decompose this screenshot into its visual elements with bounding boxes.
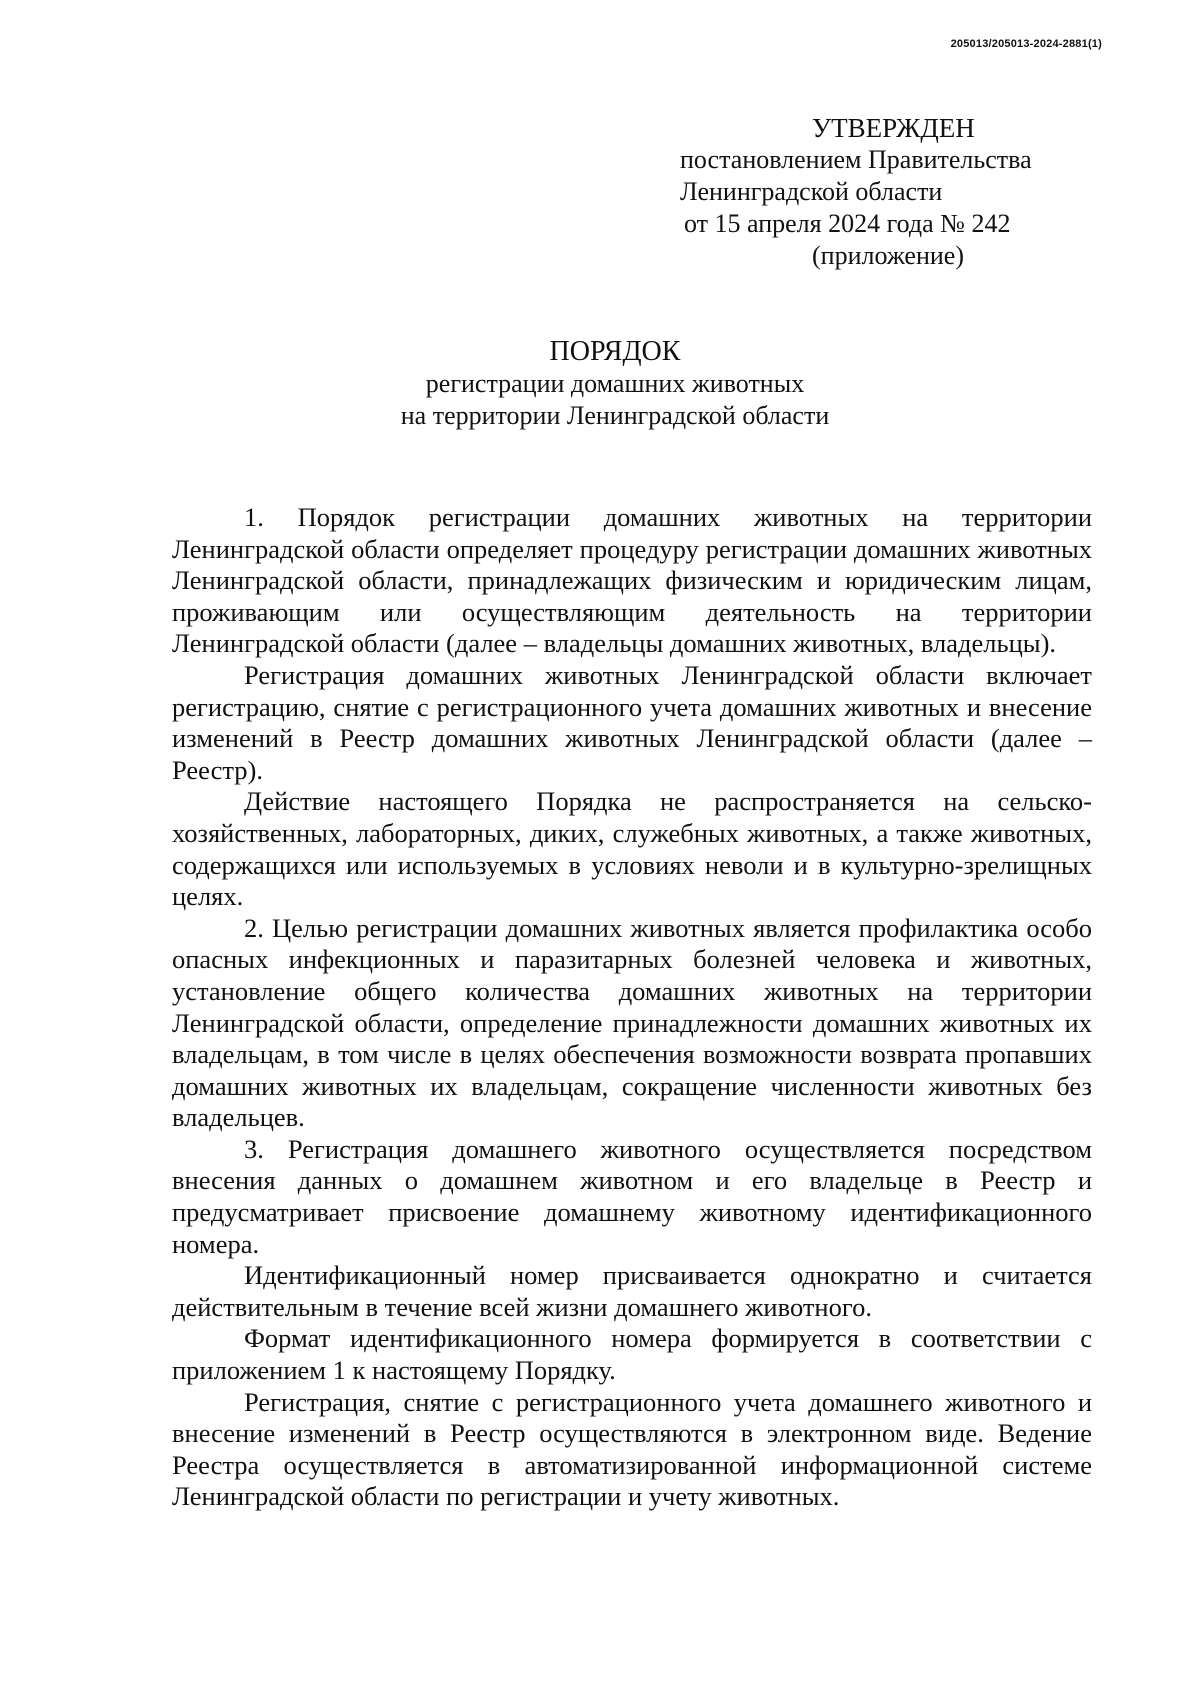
document-subtitle-line-1: регистрации домашних животных xyxy=(425,369,805,398)
approval-date: от 15 апреля 2024 года № 242 xyxy=(684,209,1011,238)
title-block xyxy=(0,336,1200,432)
approval-line-1: постановлением Правительства xyxy=(680,145,1032,174)
paragraph: Регистрация домашних животных Ленинградской области включает регистрацию, снятие с регистрационного учета домашних животных и внесение изменений в Реестр домашних животных Ленинградской области (далее – Реестр). xyxy=(172,659,1092,785)
approval-line-2: Ленинградской области xyxy=(680,177,943,206)
document-title: ПОРЯДОК xyxy=(549,336,681,367)
approval-stamp xyxy=(680,112,1100,272)
document-body xyxy=(172,502,1092,1513)
paragraph: 1. Порядок регистрации домашних животных на территории Ленинградской области определяет процедуру регистрации домашних животных Ленинградской области, принадлежащих физическим и юридическим лицам, проживающим или осуществляющим деятельность на территории Ленинградской области (далее – владельцы домашних животных, владельцы). xyxy=(172,502,1092,659)
document-subtitle-line-2: на территории Ленинградской области xyxy=(400,401,830,430)
approval-heading: УТВЕРЖДЕН xyxy=(812,113,975,143)
paragraph: 2. Целью регистрации домашних животных является профилактика особо опасных инфекционных и паразитарных болезней человека и животных, установление общего количества домашних животных на территории Ленинградской области, определение принадлежности домашних животных их владельцам, в том числе в целях обеспечения возможности возврата пропавших домашних животных их владельцам, сокращение численности животных без владельцев. xyxy=(172,912,1092,1133)
paragraph: Идентификационный номер присваивается однократно и считается действительным в течение всей жизни домашнего животного. xyxy=(172,1260,1092,1322)
document-id: 205013/205013-2024-2881(1) xyxy=(950,38,1102,50)
paragraph: Формат идентификационного номера формируется в соответствии с приложением 1 к настоящему Порядку. xyxy=(172,1323,1092,1386)
paragraph: 3. Регистрация домашнего животного осуществляется посредством внесения данных о домашнем животном и его владельце в Реестр и предусматривает присвоение домашнему животному идентификационного номера. xyxy=(172,1133,1092,1259)
paragraph: Действие настоящего Порядка не распространяется на сельско-хозяйственных, лабораторных, диких, служебных животных, а также животных, содержащихся или используемых в условиях неволи и в культурно-зрелищных целях. xyxy=(172,786,1092,912)
approval-appendix: (приложение) xyxy=(812,241,965,270)
paragraph: Регистрация, снятие с регистрационного учета домашнего животного и внесение изменений в Реестр осуществляются в электронном виде. Ведение Реестра осуществляется в автоматизированной информационной системе Ленинградской области по регистрации и учету животных. xyxy=(172,1386,1092,1512)
